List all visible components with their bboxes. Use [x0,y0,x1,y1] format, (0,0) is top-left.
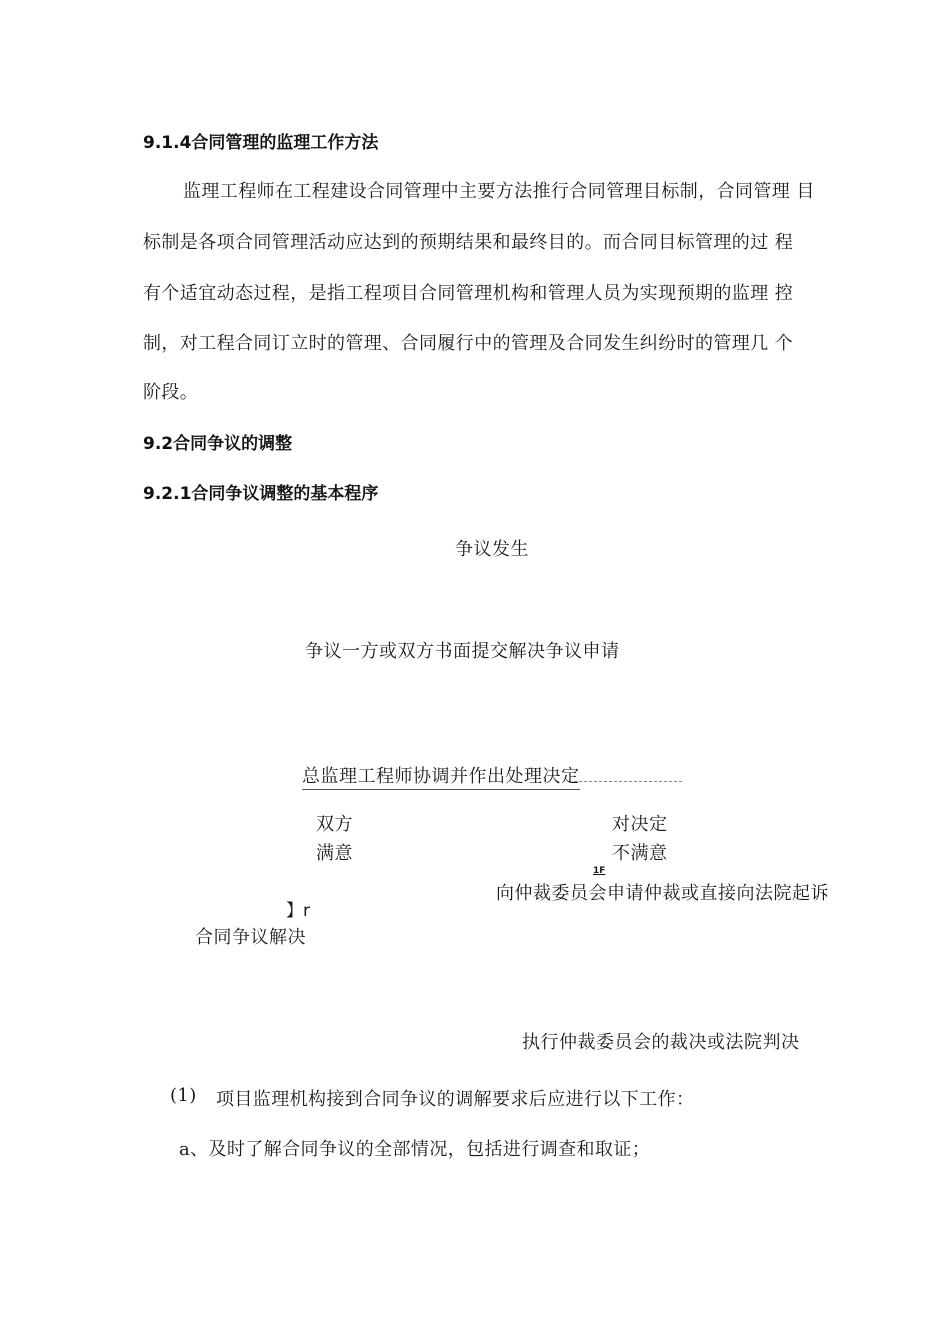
flow-unsatisfied-line-2: 不满意 [612,843,668,864]
item-1-number: (1) [170,1085,197,1106]
flow-bracket-mark: 】r [286,901,310,921]
flow-step-submit-application: 争议一方或双方书面提交解决争议申请 [305,641,620,662]
heading-9-1-4: 9.1.4合同管理的监理工作方法 [143,133,379,153]
paragraph-line-5: 阶段。 [143,382,199,403]
flow-step-dispute-occurs: 争议发生 [455,539,529,560]
paragraph-line-2: 标制是各项合同管理活动应达到的预期结果和最终目的。而合同目标管理的过 程 [143,232,794,253]
item-a-text: a、及时了解合同争议的全部情况，包括进行调查和取证； [179,1139,651,1160]
flow-satisfied-line-1: 双方 [316,814,353,835]
flow-step-execute-ruling: 执行仲裁委员会的裁决或法院判决 [522,1032,800,1053]
flow-unsatisfied-line-1: 对决定 [612,814,668,835]
flow-underline-extension [574,781,682,782]
heading-9-2: 9.2合同争议的调整 [143,434,293,454]
paragraph-line-1: 监理工程师在工程建设合同管理中主要方法推行合同管理目标制，合同管理 目 [183,181,815,202]
flow-step-arbitration-or-court: 向仲裁委员会申请仲裁或直接向法院起诉 [496,883,829,904]
heading-9-2-1: 9.2.1合同争议调整的基本程序 [143,484,379,504]
flow-step-chief-engineer-decision: 总监理工程师协调并作出处理决定 [302,762,580,790]
item-1-text: 项目监理机构接到合同争议的调解要求后应进行以下工作： [216,1089,695,1110]
flow-step-dispute-resolved: 合同争议解决 [195,927,306,948]
flow-satisfied-line-2: 满意 [316,843,353,864]
flow-tiny-mark: 1F [593,866,606,876]
paragraph-line-4: 制，对工程合同订立时的管理、合同履行中的管理及合同发生纠纷时的管理几 个 [143,333,794,354]
paragraph-line-3: 有个适宜动态过程，是指工程项目合同管理机构和管理人员为实现预期的监理 控 [143,283,794,304]
